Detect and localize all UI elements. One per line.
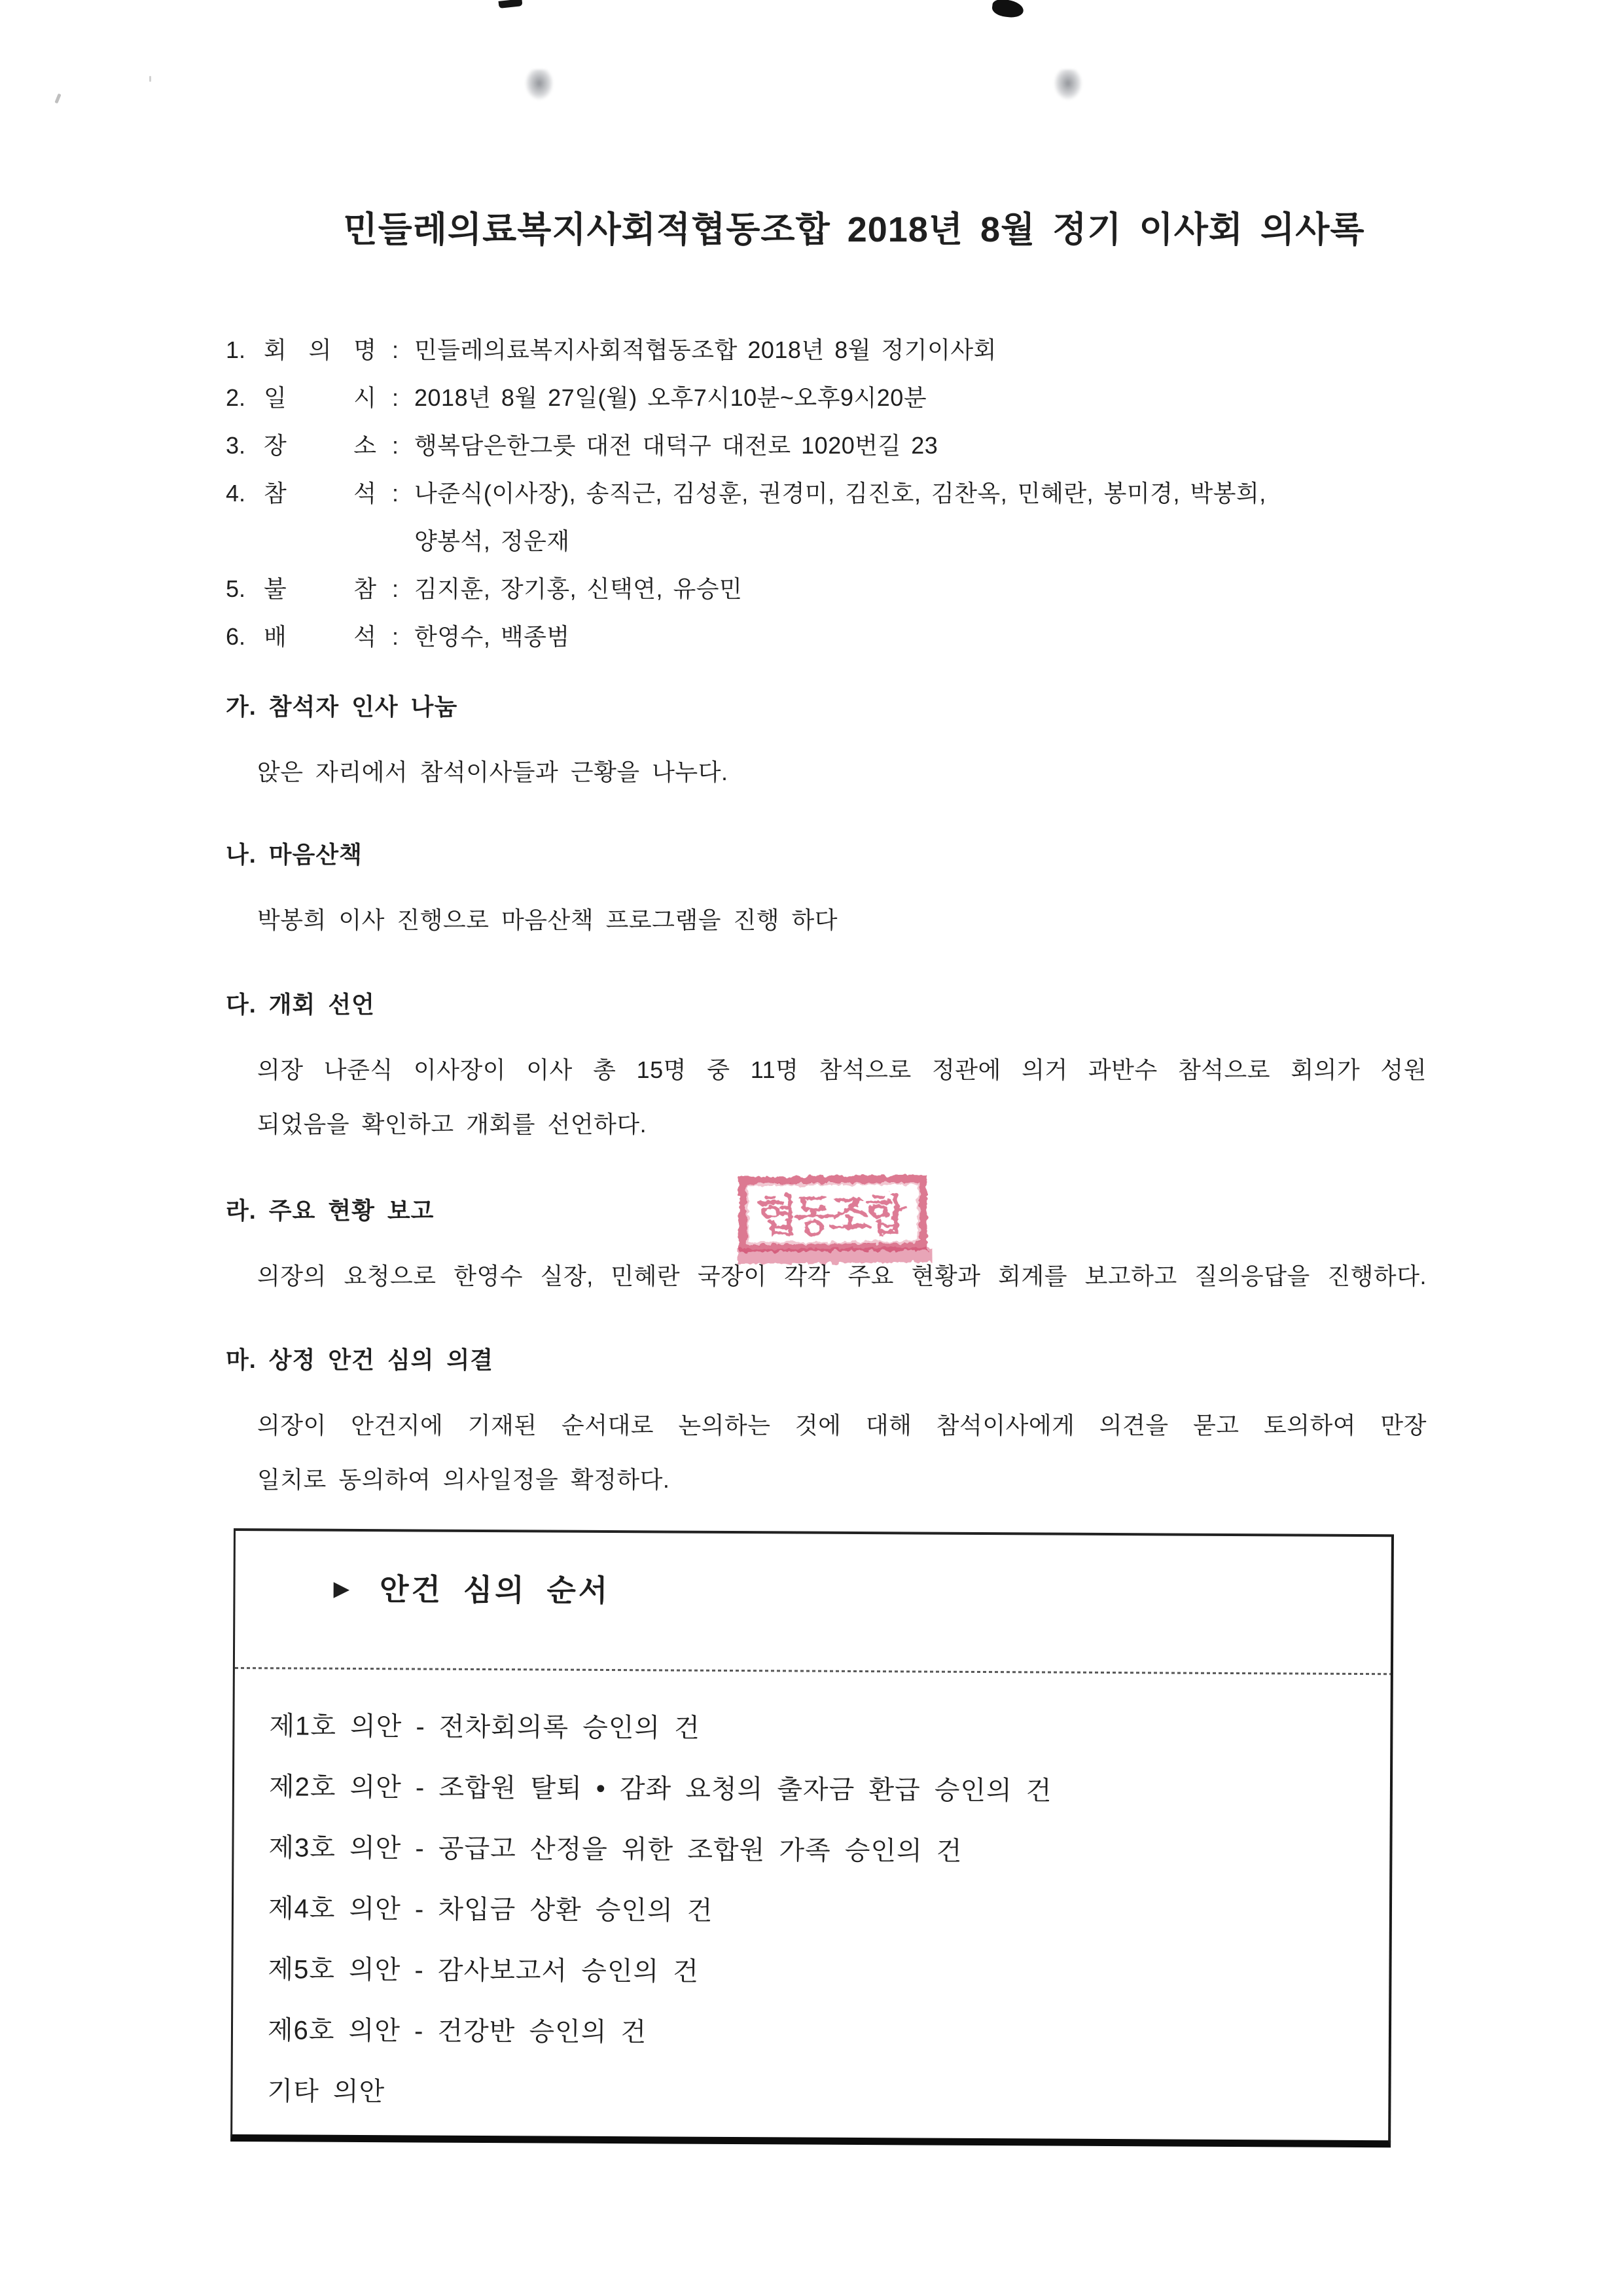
meta-number: 5. [226,575,246,602]
dotted-separator [235,1667,1391,1675]
meta-value [414,469,1427,565]
meta-row-absentees [226,565,1427,613]
meta-label: 배 석 [264,623,376,650]
section-agenda-deliberation [226,1346,1427,1507]
meta-colon: : [391,432,399,459]
meta-colon: : [391,384,399,411]
agenda-item: 제2호 의안 - 조합원 탈퇴 • 감좌 요청의 출자금 환급 승인의 건 [268,1772,1052,1806]
meta-row-attendees [226,469,1427,565]
red-seal-stamp [736,1172,933,1278]
agenda-item: 기타 의안 [267,2077,385,2107]
meeting-meta-list [226,326,1427,660]
meta-number: 2. [226,384,246,411]
section-heading: 마. 상정 안건 심의 의결 [226,1346,493,1373]
meta-colon: : [391,575,399,602]
meta-number: 3. [226,432,246,459]
section-body [226,893,1427,947]
section-greetings [226,692,1427,799]
meta-value-line: 한영수, 백종범 [414,623,570,650]
meta-value-line: 민들레의료복지사회적협동조합 2018년 8월 정기이사회 [414,336,997,363]
agenda-box-title: 안건 심의 순서 [379,1572,611,1608]
meta-row-datetime [226,374,1427,422]
section-heading: 다. 개회 선언 [226,991,375,1018]
scan-artifact-top-mark [991,0,1025,19]
section-heading: 가. 참석자 인사 나눔 [226,693,458,720]
section-heading: 나. 마음산책 [226,841,363,868]
meta-value-line: 행복담은한그릇 대전 대덕구 대전로 1020번길 23 [414,432,938,459]
meta-colon: : [391,336,399,363]
page-title: 민들레의료복지사회적협동조합 2018년 8월 정기 이사회 의사록 [343,210,1365,249]
agenda-item: 제5호 의안 - 감사보고서 승인의 건 [268,1955,700,1986]
stamp-text: 협동조합 [756,1190,912,1241]
section-body [226,1398,1427,1507]
meta-label: 회 의 명 [264,336,376,363]
meta-value [414,565,1427,613]
agenda-item-list [267,1696,1364,2128]
agenda-item: 제3호 의안 - 공급고 산정을 위한 조합원 가족 승인의 건 [268,1833,963,1866]
meta-number: 1. [226,336,246,363]
meta-value-line: 나준식(이사장), 송직근, 김성훈, 권경미, 김진호, 김찬옥, 민혜란, 봉미경, 박봉희, [414,480,1266,507]
meta-row-observers [226,613,1427,660]
meta-colon: : [391,480,399,507]
body-line: 되었음을 확인하고 개회를 선언하다. [257,1111,647,1138]
section-heading: 라. 주요 현황 보고 [226,1197,435,1224]
scan-artifact-top-mark [499,0,523,9]
meta-row-meeting-name [226,326,1427,374]
meta-label: 참 석 [264,480,376,507]
body-line: 앉은 자리에서 참석이사들과 근황을 나누다. [257,759,728,785]
meta-value-line: 김지훈, 장기홍, 신택연, 유승민 [414,575,743,602]
meta-value-line: 양봉석, 정운재 [414,528,570,554]
body-line: 의장이 안건지에 기재된 순서대로 논의하는 것에 대해 참석이사에게 의견을 묻고 토의하여 만장 [257,1412,1427,1439]
meta-number: 6. [226,623,246,650]
meta-label: 장 소 [264,432,376,459]
body-line: 의장의 요청으로 한영수 실장, 민혜란 국장이 각각 주요 현황과 회계를 보고하고 질의응답을 진행하다. [257,1263,1427,1289]
body-line: 일치로 동의하여 의사일정을 확정하다. [257,1466,670,1493]
section-opening-declaration [226,990,1427,1151]
body-line: 박봉희 이사 진행으로 마음산책 프로그램을 진행 하다 [257,906,838,933]
section-body [226,1043,1427,1151]
section-body [226,745,1427,799]
meta-value [414,374,1427,422]
meta-value [414,613,1427,660]
meta-colon: : [391,623,399,650]
meta-label: 불 참 [264,575,376,602]
agenda-item: 제4호 의안 - 차입금 상환 승인의 건 [268,1894,713,1926]
agenda-order-box [230,1528,1394,2147]
meta-row-place [226,422,1427,469]
triangle-bullet-icon: ▶ [333,1576,353,1600]
agenda-item: 제1호 의안 - 전차회의록 승인의 건 [269,1712,700,1743]
agenda-item: 제6호 의안 - 건강반 승인의 건 [267,2016,647,2047]
punch-hole-shadow [520,69,558,123]
scan-speck [149,76,151,82]
stamp-ink-smear [737,1247,932,1264]
punch-hole-shadow [1049,69,1087,123]
meta-value [414,326,1427,374]
body-line: 의장 나준식 이사장이 이사 총 15명 중 11명 참석으로 정관에 의거 과반수 참석으로 회의가 성원 [257,1056,1427,1083]
meta-value-line: 2018년 8월 27일(월) 오후7시10분~오후9시20분 [414,384,927,411]
section-mind-walk [226,840,1427,947]
scan-speck [54,94,61,104]
meta-number: 4. [226,480,246,507]
agenda-box-header [333,1566,610,1610]
meta-label: 일 시 [264,384,376,411]
meta-value [414,422,1427,469]
